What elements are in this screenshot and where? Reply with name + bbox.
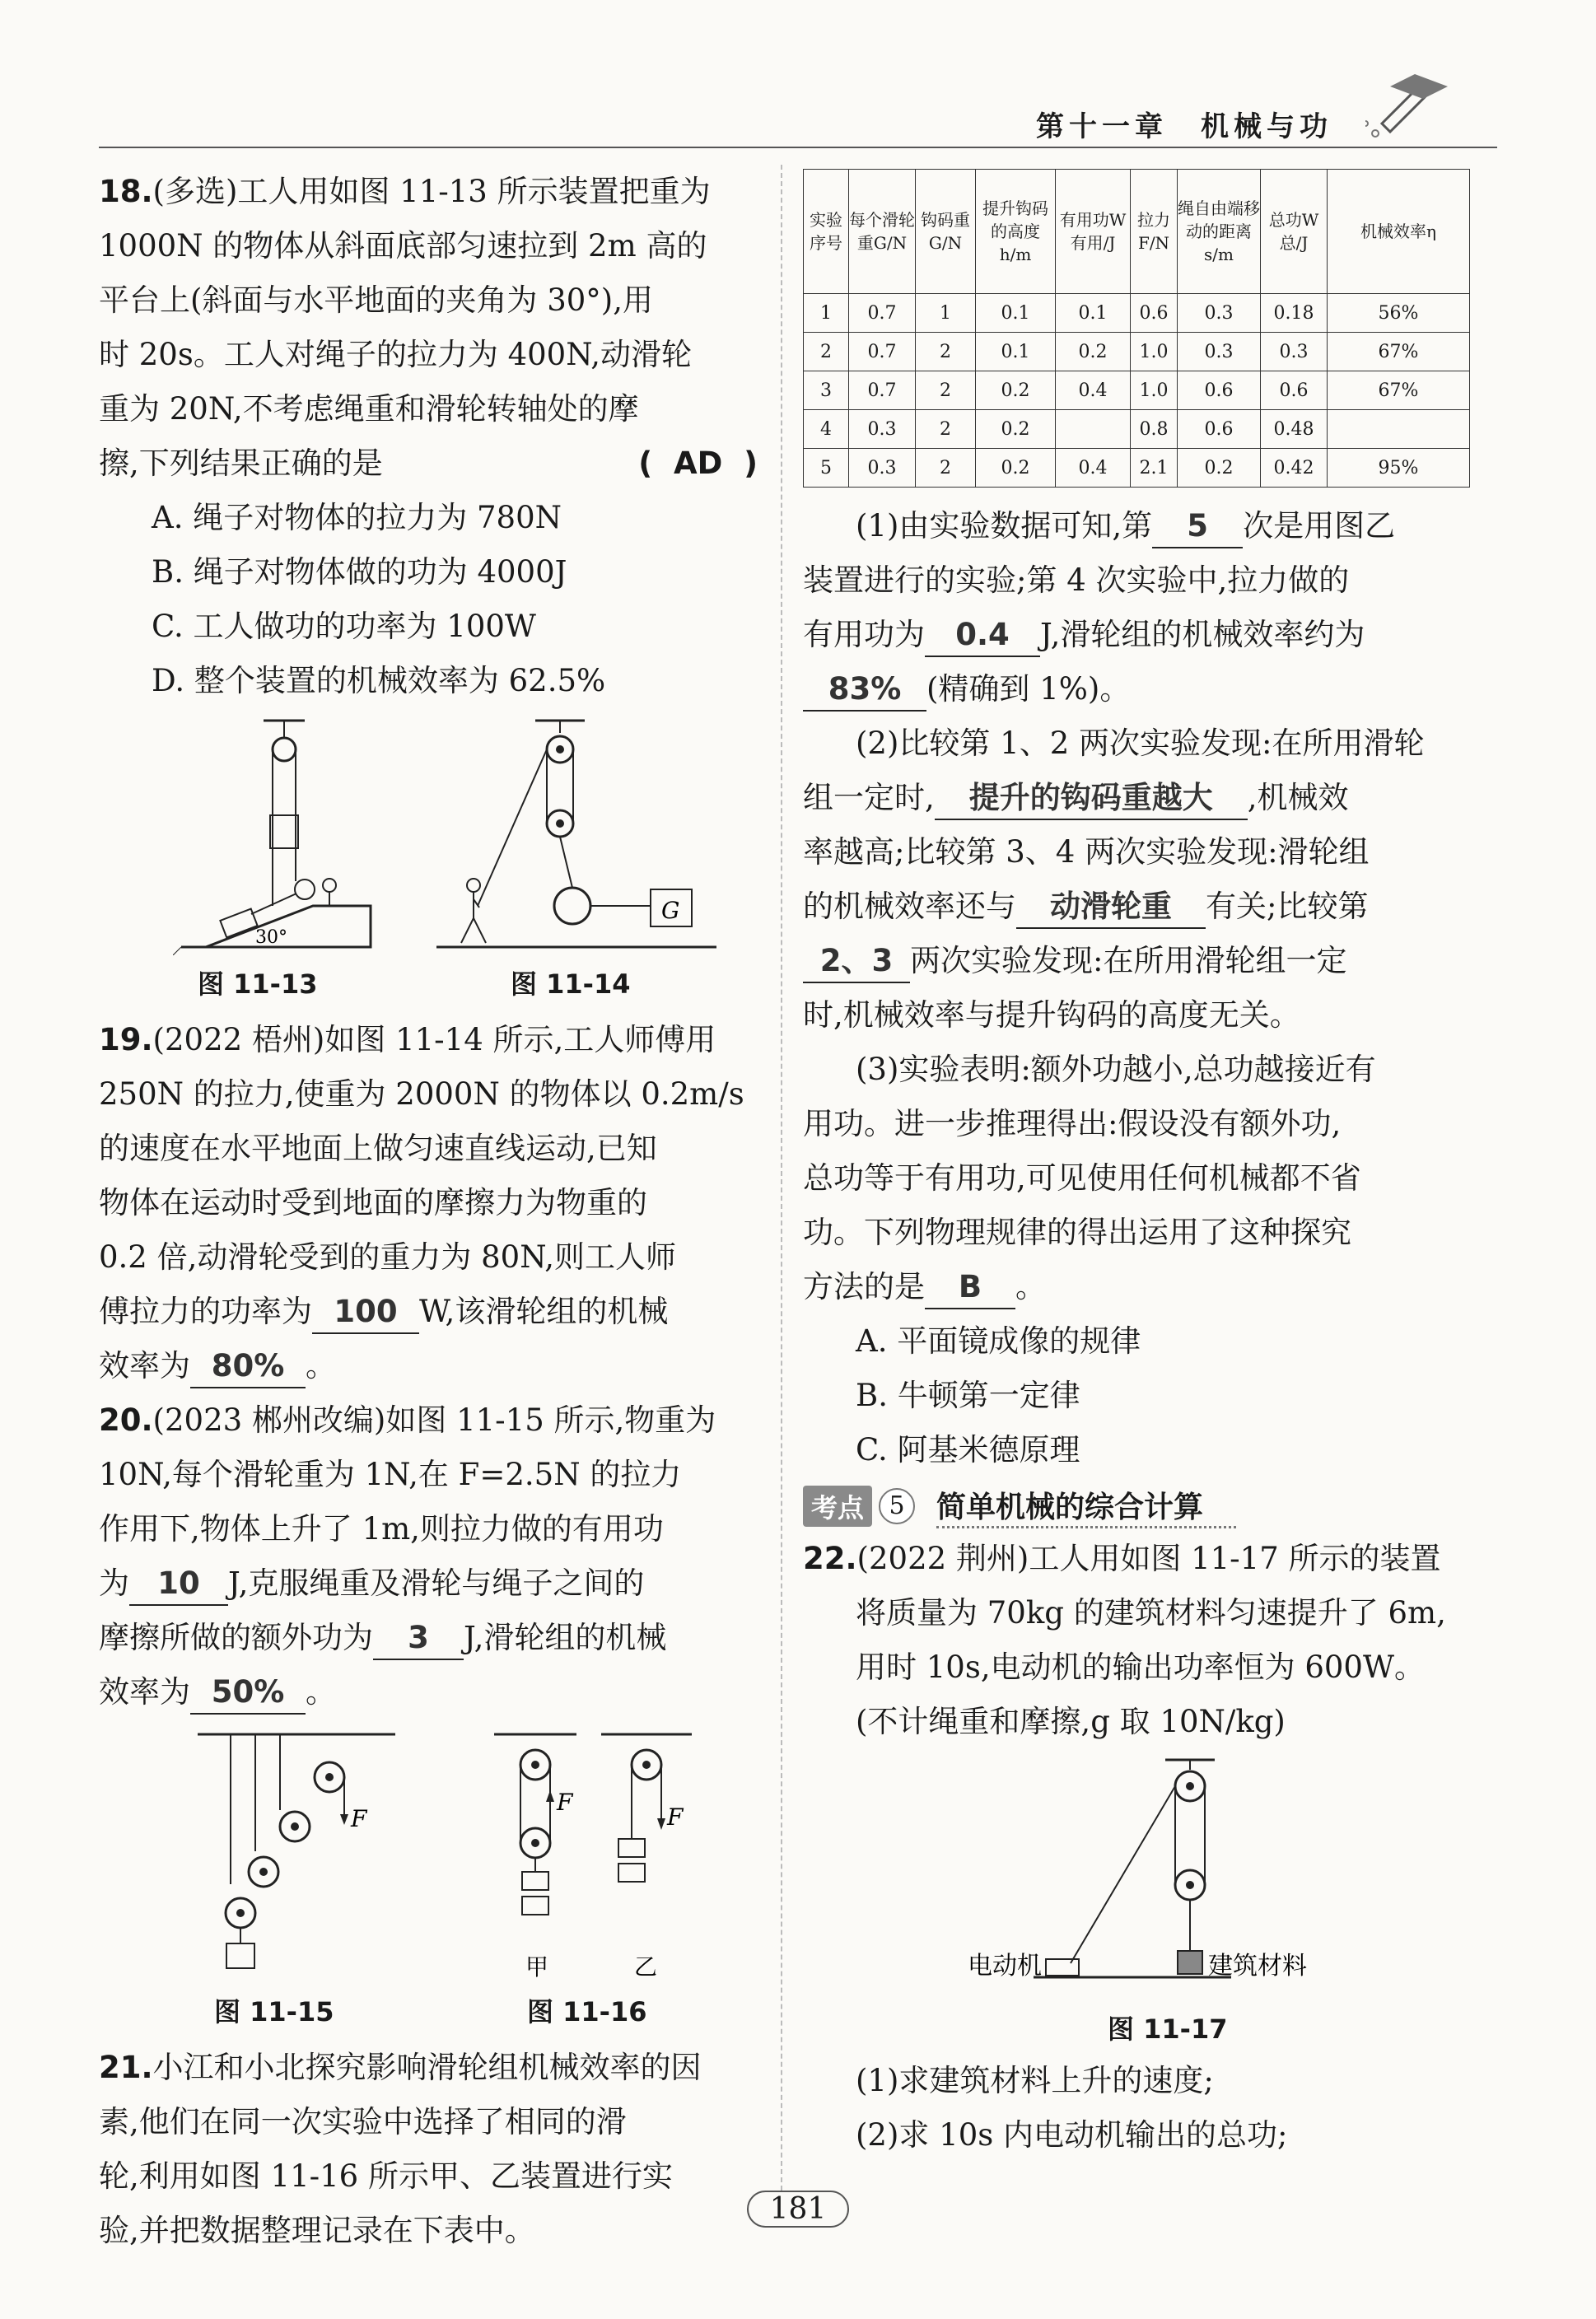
kaodian-number: 5 [879, 1488, 915, 1524]
q19-text: 效率为 [99, 1348, 190, 1383]
figure-11-13-caption: 图 11-13 [198, 968, 318, 1000]
table-cell: 0.6 [1178, 371, 1261, 410]
table-cell: 2.1 [1131, 449, 1178, 488]
table-header: 提升钩码的高度h/m [976, 170, 1056, 294]
q18-line-0: (多选)工人用如图 11-13 所示装置把重为 [152, 174, 711, 209]
q20-answer-useful-work: 10 [129, 1563, 228, 1606]
q21-option-c: C. 阿基米德原理 [856, 1432, 1080, 1467]
question-19 [99, 1013, 758, 1393]
q21-text: 。 [1015, 1269, 1046, 1304]
q21-answer-useful-work: 0.4 [925, 614, 1040, 657]
question-22 [803, 1532, 1470, 1749]
q19-answer-power: 100 [312, 1291, 419, 1334]
q21-text: ,机械效 [1247, 780, 1349, 815]
figure-11-15-caption: 图 11-15 [214, 1996, 334, 2027]
kaodian-badge [803, 1486, 872, 1527]
q19-line-3: 物体在运动时受到地面的摩擦力为物重的 [99, 1185, 647, 1220]
figure-11-15-force: F [351, 1805, 367, 1832]
q18-line-2: 平台上(斜面与水平地面的夹角为 30°),用 [99, 282, 653, 318]
table-header-row [804, 170, 1470, 294]
figure-11-17-caption: 图 11-17 [1108, 2013, 1228, 2045]
figure-11-16-force-yi: F [667, 1803, 684, 1831]
table-header: 钩码重G/N [916, 170, 976, 294]
q22-line-3: (不计绳重和摩擦,g 取 10N/kg) [856, 1704, 1286, 1739]
table-cell: 4 [804, 410, 849, 449]
q21-text: (2)比较第 1、2 两次实验发现:在所用滑轮 [856, 726, 1425, 761]
table-cell: 56% [1328, 294, 1470, 333]
page-number-text: 181 [747, 2191, 850, 2228]
table-cell: 0.2 [976, 371, 1056, 410]
table-cell: 0.7 [849, 371, 916, 410]
left-column [99, 165, 758, 2258]
table-row [804, 294, 1470, 333]
table-header: 总功W总/J [1261, 170, 1328, 294]
table-row [804, 333, 1470, 371]
table-cell: 1.0 [1131, 333, 1178, 371]
table-cell: 0.48 [1261, 410, 1328, 449]
figure-11-15-diagram [189, 1728, 404, 1975]
table-cell: 0.1 [1056, 294, 1131, 333]
figure-11-17-motor-label: 电动机 [968, 1952, 1042, 1981]
table-body [804, 294, 1470, 488]
q18-option-c: C. 工人做功的功率为 100W [152, 609, 536, 644]
q18-line-4: 重为 20N,不考虑绳重和滑轮转轴处的摩 [99, 391, 639, 427]
table-cell: 0.4 [1056, 371, 1131, 410]
q22-sub-2: (2)求 10s 内电动机输出的总功; [856, 2117, 1288, 2153]
kaodian-section-header [803, 1484, 1470, 1528]
q19-line-1: 250N 的拉力,使重为 2000N 的物体以 0.2m/s [99, 1076, 744, 1112]
q21-answer-method: B [925, 1267, 1015, 1309]
q21-line-1: 素,他们在同一次实验中选择了相同的滑 [99, 2104, 627, 2139]
table-cell: 0.2 [1178, 449, 1261, 488]
figure-11-16-force-jia: F [557, 1789, 573, 1816]
table-cell [1328, 410, 1470, 449]
table-cell: 0.4 [1056, 449, 1131, 488]
column-divider [781, 165, 782, 2191]
table-cell: 2 [916, 371, 976, 410]
table-cell: 0.1 [976, 294, 1056, 333]
q20-text: 摩擦所做的额外功为 [99, 1620, 373, 1655]
table-cell: 67% [1328, 371, 1470, 410]
kaodian-title: 简单机械的综合计算 [936, 1484, 1236, 1528]
q18-line-1: 1000N 的物体从斜面底部匀速拉到 2m 高的 [99, 228, 707, 264]
q19-text: W,该滑轮组的机械 [419, 1294, 669, 1329]
q21-answer-conclusion-2: 动滑轮重 [1016, 886, 1206, 929]
figure-11-16-diagram [486, 1728, 733, 1991]
table-cell: 0.6 [1178, 410, 1261, 449]
q18-last-line: 擦,下列结果正确的是 [99, 446, 383, 481]
question-20 [99, 1393, 758, 1719]
figure-11-17 [803, 1749, 1470, 2054]
q21-answer-trials: 2、3 [803, 940, 910, 983]
q18-option-d: D. 整个装置的机械效率为 62.5% [152, 663, 606, 698]
table-cell: 0.3 [1178, 333, 1261, 371]
q20-text: 。 [306, 1674, 336, 1710]
q18-line-3: 时 20s。工人对绳子的拉力为 400N,动滑轮 [99, 337, 692, 372]
q21-option-b: B. 牛顿第一定律 [856, 1378, 1080, 1413]
q21-text: 功。下列物理规律的得出运用了这种探究 [803, 1215, 1351, 1250]
q21-text: J,滑轮组的机械效率约为 [1040, 617, 1365, 652]
table-cell: 1 [916, 294, 976, 333]
table-row [804, 449, 1470, 488]
chapter-title: 第十一章 机械与功 [1036, 110, 1332, 143]
q21-text: 用功。进一步推理得出:假设没有额外功, [803, 1106, 1342, 1141]
q18-paren-close: ) [744, 446, 758, 481]
table-cell: 67% [1328, 333, 1470, 371]
question-18 [99, 165, 758, 708]
q21-answer-conclusion-1: 提升的钩码重越大 [935, 777, 1248, 820]
table-cell: 3 [804, 371, 849, 410]
q21-text: 有关;比较第 [1206, 889, 1369, 924]
q19-line-2: 的速度在水平地面上做匀速直线运动,已知 [99, 1131, 657, 1166]
table-cell: 0.3 [1261, 333, 1328, 371]
q20-line-1: 10N,每个滑轮重为 1N,在 F=2.5N 的拉力 [99, 1457, 682, 1492]
q21-text: 时,机械效率与提升钩码的高度无关。 [803, 997, 1300, 1033]
table-header: 实验序号 [804, 170, 849, 294]
q18-answer: AD [673, 446, 723, 481]
table-cell: 2 [916, 449, 976, 488]
q22-line-0: (2022 荆州)工人用如图 11-17 所示的装置 [856, 1541, 1441, 1576]
table-cell: 0.7 [849, 294, 916, 333]
q21-text: 总功等于有用功,可见使用任何机械都不省 [803, 1160, 1361, 1196]
table-row [804, 371, 1470, 410]
q21-text: 组一定时, [803, 780, 935, 815]
table-header: 绳自由端移动的距离s/m [1178, 170, 1261, 294]
table-header: 有用功W有用/J [1056, 170, 1131, 294]
q21-text: 率越高;比较第 3、4 两次实验发现:滑轮组 [803, 834, 1370, 870]
table-cell: 0.3 [1178, 294, 1261, 333]
table-cell: 0.6 [1131, 294, 1178, 333]
q21-text: (3)实验表明:额外功越小,总功越接近有 [856, 1052, 1376, 1087]
table-cell: 0.3 [849, 410, 916, 449]
table-row [804, 410, 1470, 449]
q21-text: (精确到 1%)。 [926, 671, 1131, 707]
q22-number: 22. [803, 1541, 857, 1576]
q18-option-a: A. 绳子对物体的拉力为 780N [152, 500, 562, 535]
q20-text: J,滑轮组的机械 [464, 1620, 667, 1655]
q21-text: 两次实验发现:在所用滑轮组一定 [910, 943, 1347, 978]
table-header: 机械效率η [1328, 170, 1470, 294]
q21-line-0: 小江和小北探究影响滑轮组机械效率的因 [152, 2050, 702, 2085]
pencil-cap-icon [1365, 66, 1464, 140]
q19-answer-efficiency: 80% [190, 1346, 306, 1388]
q21-line-2: 轮,利用如图 11-16 所示甲、乙装置进行实 [99, 2158, 673, 2194]
question-22-subparts [803, 2054, 1470, 2163]
q19-number: 19. [99, 1022, 153, 1057]
table-cell: 0.7 [849, 333, 916, 371]
q18-number: 18. [99, 174, 153, 209]
figure-11-17-diagram [968, 1753, 1346, 2000]
q20-text: J,克服绳重及滑轮与绳子之间的 [228, 1565, 645, 1601]
q21-text: 装置进行的实验;第 4 次实验中,拉力做的 [803, 562, 1350, 598]
table-cell: 2 [916, 410, 976, 449]
table-cell: 2 [916, 333, 976, 371]
q20-text: 效率为 [99, 1674, 190, 1710]
q20-number: 20. [99, 1402, 153, 1438]
q21-answer-setup: 5 [1152, 506, 1243, 548]
table-cell: 0.2 [1056, 333, 1131, 371]
q21-text: 方法的是 [803, 1269, 925, 1304]
header-rule [99, 147, 1497, 148]
figure-11-14-caption: 图 11-14 [511, 968, 631, 1000]
table-cell: 0.6 [1261, 371, 1328, 410]
table-cell: 2 [804, 333, 849, 371]
q20-answer-efficiency: 50% [190, 1672, 306, 1715]
q19-line-0: (2022 梧州)如图 11-14 所示,工人师傅用 [152, 1022, 716, 1057]
q19-text: 傅拉力的功率为 [99, 1294, 312, 1329]
q22-line-2: 用时 10s,电动机的输出功率恒为 600W。 [856, 1649, 1426, 1685]
figure-11-16-caption: 图 11-16 [527, 1996, 647, 2027]
table-cell: 0.18 [1261, 294, 1328, 333]
table-cell: 0.1 [976, 333, 1056, 371]
table-cell: 5 [804, 449, 849, 488]
q21-number: 21. [99, 2050, 153, 2085]
q20-answer-extra-work: 3 [373, 1617, 464, 1660]
figure-11-16-label-jia: 甲 [525, 1953, 549, 1981]
q21-line-3: 验,并把数据整理记录在下表中。 [99, 2213, 535, 2248]
q21-text: (1)由实验数据可知,第 [856, 508, 1153, 544]
page-number [0, 2191, 1596, 2228]
figure-11-14-diagram [428, 716, 725, 955]
q21-text: 次是用图乙 [1243, 508, 1396, 544]
table-cell: 0.2 [976, 410, 1056, 449]
figures-15-16 [99, 1719, 758, 2041]
q18-option-b: B. 绳子对物体做的功为 4000J [152, 554, 567, 590]
table-cell: 0.42 [1261, 449, 1328, 488]
figure-11-14-g: G [661, 897, 680, 924]
figure-11-17-material-label: 建筑材料 [1208, 1952, 1307, 1981]
experiment-table [803, 169, 1470, 488]
q21-text: 有用功为 [803, 617, 925, 652]
figure-11-16-label-yi: 乙 [634, 1953, 658, 1981]
q21-option-a: A. 平面镜成像的规律 [856, 1323, 1141, 1359]
table-header: 拉力F/N [1131, 170, 1178, 294]
q21-text: 的机械效率还与 [803, 889, 1016, 924]
q22-sub-1: (1)求建筑材料上升的速度; [856, 2063, 1214, 2098]
right-column [803, 169, 1470, 2163]
table-cell [1056, 410, 1131, 449]
table-cell: 1.0 [1131, 371, 1178, 410]
q19-text: 。 [306, 1348, 336, 1383]
figure-11-13-angle: 30° [255, 927, 287, 948]
table-cell: 0.2 [976, 449, 1056, 488]
table-cell: 0.8 [1131, 410, 1178, 449]
figures-13-14 [99, 708, 758, 1013]
q21-answer-efficiency: 83% [803, 669, 926, 712]
kaodian-badge-text: 考点 [811, 1492, 865, 1523]
table-cell: 95% [1328, 449, 1470, 488]
table-header: 每个滑轮重G/N [849, 170, 916, 294]
q18-paren-open: ( [638, 446, 653, 481]
q19-line-4: 0.2 倍,动滑轮受到的重力为 80N,则工人师 [99, 1239, 676, 1275]
q20-line-2: 作用下,物体上升了 1m,则拉力做的有用功 [99, 1511, 664, 1547]
q20-line-0: (2023 郴州改编)如图 11-15 所示,物重为 [152, 1402, 716, 1438]
q22-line-1: 将质量为 70kg 的建筑材料匀速提升了 6m, [856, 1595, 1446, 1631]
q20-text: 为 [99, 1565, 129, 1601]
table-cell: 0.3 [849, 449, 916, 488]
figure-11-13-diagram [173, 716, 453, 955]
question-21-parts [803, 499, 1470, 1477]
page-header [99, 99, 1497, 148]
table-cell: 1 [804, 294, 849, 333]
